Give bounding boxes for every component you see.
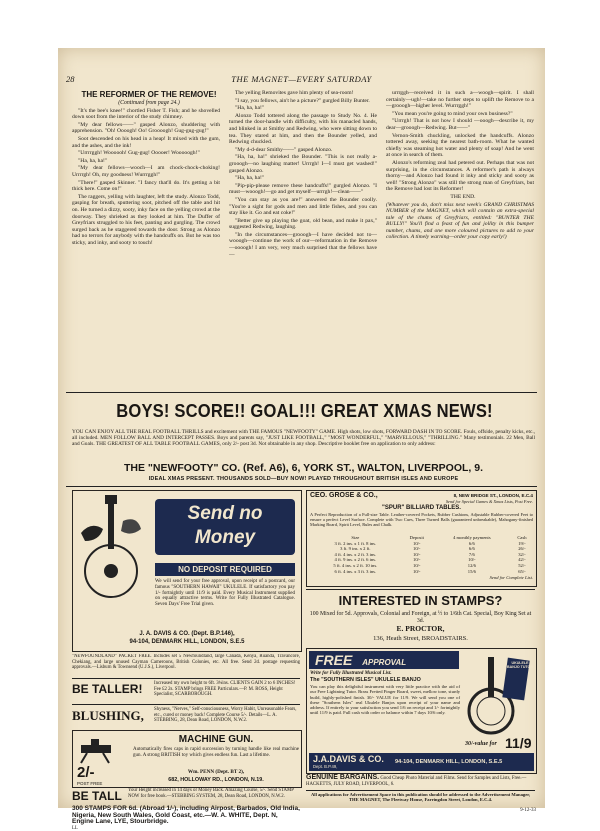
genuine-body: Good Cheap Photo Material and Films. Send for Samples and Lists, Free.—HACKETTS, JULY ROAD, LIVERPOOL, 6. [306,776,526,787]
story-paragraph: urrrggh—received it in such a—woogh—spirit. I shall certainly—ugh!—take no further steps to uplift the Remove to a—grooogh—higher level. Wurrrggh!" [386,90,534,110]
story-heading: THE REFORMER OF THE REMOVE! [72,90,220,99]
story-paragraph: Soot descended on his head in a heap! It mixed with the gum, and the ashes, and the ink! [72,136,220,149]
davis-company: J. A. DAVIS & CO. (Dept. B.P.146), [77,631,297,638]
machine-gun-body: Automatically fires caps in rapid succession by turning handle like real machine gun. A strong BRITISH toy which gives endless fun. Last a lifetime. [133,747,299,759]
story-paragraph: Vernon-Smith chuckling, unlocked the handcuffs. Alonzo tottered away, seeking the nearest bath-room. What he wanted chiefly was steaming hot water and plenty of soap! And he went at once in search of them. [386,133,534,159]
genuine-bargains-ad [306,775,535,787]
stamps-300-text: 300 STAMPS FOR 6d. (Abroad 1/-), including Airpost, Barbados, Old India, Nigeria, New South Wales, Gold Coast, etc.—W. A. WHITE, Dept. N, Engine Lane, LYE, Stourbridge. [72,805,300,825]
table-header: Cash [511,535,533,541]
davis-company-2: J.A.DAVIS & CO. [313,754,384,764]
story-column-1 [72,90,220,385]
story-column-2 [229,90,377,385]
running-header [66,74,537,86]
story-paragraph: "You mean you're going to mind your own business?" [386,111,534,118]
tutor-label: UKULELE BANJO TUTOR [505,661,535,670]
story-paragraph: "My dear fellows—wooch—I am chock-chock-choking! Urrrrgh! Oh, my goodness! Wurrrggh!" [72,165,220,178]
proctor-address: 136, Heath Street, BROADSTAIRS. [306,636,535,643]
issue-date: 9-12-33 [498,808,536,815]
free-approval-banner [309,651,459,669]
billiards-complete-list: Send for Complete List. [310,575,533,582]
machine-gun-maker: Wm. PENN (Dept. BT 2), [133,769,299,776]
footer-code: LL [72,826,300,831]
davis-footer-bar [309,753,534,771]
story-paragraph: The raggers, yelling with laughter, left the study. Alonzo Todd, gasping for breath, sputtering soot, pitched off the table and hit on. He turned a dizzy, sooty, inky face on the yelling crowd at the doorway. They shrieked as they looked at him. The Duffer of Greyfriars struggled to his feet, panting and gurgling. The crowd surged back as he staggered towards the door. Strong as Alonzo had no terrors for anybody with the handcuffs on. But he was too sticky, and inky, and sooty to touch! [72,194,220,247]
story-columns [72,90,534,385]
table-row: 4 ft. 4 ins. x 2 ft. 3 ins. 10/- 7/6 32/- [310,552,533,558]
table-row: 6 ft. 4 ins. x 3 ft. 3 ins. 10/- 15/6 65/- [310,569,533,575]
value-label: 30/-value for [465,741,505,748]
machine-gun-price: 2/- [77,765,95,781]
xmas-news-banner: BOYS! SCORE!! GOAL!!! GREAT XMAS NEWS! [91,396,519,426]
billiards-body: A Perfect Reproduction of a Full-size Table. Leather-covered Pockets, Rubber Cushions, Adjustable Rubber-covered Feet to ensure a perfect Level Surface. Complete with Two Cues, Three Turned Balls (guaranteed unbreakable), Mahogany-finished Marking Board, Spirit Level, Rules and Chalk. [310,512,533,528]
be-tall-body: Your Height increased in 14 days or Money Back. Amazing Course, 5/-. Send STAMP NOW for free book.—STEBBING SYSTEM, 28, Dean Road, LONDON, N.W.2. [128,788,300,799]
be-tall-ad [72,788,300,806]
story-paragraph: "Pip-pip-please remove these handcuffs!" gurgled Alonzo. "I must—wooogh!—go and get myself—urrrgh!—clean——" [229,183,377,196]
divider [66,486,537,487]
story-paragraph: "Ha, ha, ha!" [229,105,377,112]
divider [66,392,537,393]
newfoundland-packet-ad: "NEWFOUNDLAND" PACKET FREE. Includes set 5 Newfoundland, large Canada, Kenya, Ruanda, Travancore, Chekiang, and large unused Cayman Cameroons, British Colonies, etc. All free. Send 2d. postage requesting approvals.—Lisburn & Townsend (U.J.S.), Liverpool. [72,654,300,676]
blushing-body: Shyness, "Nerves," Self-consciousness, Worry Habit, Unreasonable Fears, etc., cured or money back! Complete Course 5/-. Details—L. A. STEBBING, 28, Dean Road, LONDON, N.W.2. [154,707,300,724]
machine-gun-ad [72,730,302,788]
story-paragraph: "Urrrgh! That is not how I should —ooogh—describe it, my dear—grooogh—Redwing. But——" [386,118,534,131]
stamps-headline: INTERESTED IN STAMPS? [306,593,535,608]
magazine-title: THE MAGNET—EVERY SATURDAY [66,74,537,84]
divider [306,790,535,791]
story-paragraph: "You can stay as you are!" answered the Bounder coolly. "You're a sight for gods and men and little fishes, and you can stay like it. Go and eat coke!" [229,197,377,217]
story-paragraph: "Better give up playing the goat, old bean, and make it pax," suggested Redwing, laughing. [229,218,377,231]
approval-label: APPROVAL [362,658,406,667]
banjo-title: The "SOUTHERN ISLES" UKULELE BANJO [310,677,460,684]
no-deposit-label: NO DEPOSIT REQUIRED [155,563,295,576]
newfooty-address: THE "NEWFOOTY" CO. (Ref. A6), 6, YORK ST., WALTON, LIVERPOOL, 9. [72,462,535,474]
story-paragraph: "Ha, ha, ha!" [229,175,377,182]
billiards-title: "SPUR" BILLIARD TABLES. [310,505,533,512]
page-number: 28 [66,74,75,84]
table-header: Deposit [401,535,433,541]
grose-address: 8, NEW BRIDGE ST., LONDON, E.C.4 [407,493,533,500]
banjo-body: You can play this delightful instrument with very little practice with the aid of our Free Lightning Tutor. Brass Fretted Finger Board, sweet, mellow tone, sturdy build, highly-polished finish. 30/- VALUE for 11/9. We will send you one of these "Southern Isles" real Ukulele Banjos upon receipt of your name and address. If entirely to your satisfaction you send 1/6 on receipt and 1/- fortnightly until 11/9 is paid. Full cash with order or balance within 7 days 10/6 only. [310,684,460,716]
post-free-label: POST FREE [77,781,102,788]
headline-line-1: Send no [155,502,295,526]
table-header: Size [310,535,401,541]
story-paragraph: "Ha, ha, ha!" shrieked the Bounder. "This is not really a-grooogh—no laughing matter! Urrrgh! I—I must get washed!" gasped Alonzo. [229,154,377,174]
banjo-price: 11/9 [505,735,535,751]
blushing-ad [72,704,300,729]
free-approval-ad [306,648,537,774]
story-paragraph: "Ha, ha, ha!" [72,158,220,165]
story-paragraph: Alonzo Todd tottered along the passage to Study No. 4. He turned the door-handle with difficulty, with his manacled hands, and blinked in at Smithy and Redwing, who were sitting down to tea. They stared at him, and then the Bounder yelled, and Redwing chuckled. [229,113,377,146]
newfooty-body: YOU CAN ENJOY ALL THE REAL FOOTBALL THRILLS and excitement with THE FAMOUS "NEWFOOTY" GAME. High shots, low shots, FORWARD DASH IN TO SCORE. Fouls, offside, penalty kicks, etc., all included. MEN FOLLOW BALL AND INTERCEPT PASSES. Boys and parents say, "JUST LIKE FOOTBALL," "MOST WONDERFUL," "MARVELLOUS," "THRILLING." Many testimonials. 22 Men, Ball and Goals. THE GREATEST OF ALL TABLE FOOTBALL GAMES, only 2/- post 3d. Not obtainable in any shop. Descriptive booklet free on application to only address: [72,429,535,461]
table-row: 5 ft. 4 ins. x 2 ft. 10 ins. 10/- 12/6 52/- [310,563,533,569]
stamps-ad [306,589,535,645]
proctor-name: E. PROCTOR, [306,626,535,633]
billiards-ad [306,490,537,587]
story-column-3 [386,90,534,385]
davis-dept: Dept. B.P.49, [313,764,337,771]
table-row: 3 ft. 9 ins. x 2 ft. 10/- 6/6 26/- [310,546,533,552]
table-row: 3 ft. 2 ins. x 1 ft. 8 ins. 10/- 6/6 19/- [310,541,533,547]
newfooty-tagline: IDEAL XMAS PRESENT. THOUSANDS SOLD—BUY NOW! PLAYED THROUGHOUT BRITISH ISLES AND EUROPE [72,476,535,482]
grose-sub: Send for Special Games & Xmas Lists, Post Free. [407,499,533,506]
genuine-heading: GENUINE BARGAINS. [306,774,379,781]
send-no-money-headline [155,499,295,555]
headline-line-2: Money [155,526,295,550]
billiards-price-table [310,535,533,574]
story-paragraph: "There!" gasped Skinner. "I fancy that'll do. It's getting a bit thick here. Come on!" [72,180,220,193]
magazine-page [58,48,545,808]
next-week-notice: (Whatever you do, don't miss next week's GRAND CHRISTMAS NUMBER of the MAGNET, which will contain an extra-special tale of the chums of Greyfriars, entitled: "BUNTER THE BULLY!" You'll find a feast of fun and jollity in this bumper number, chums, and one more coloured pictures to add to your collection. A timely warning—order your copy early!) [386,202,534,242]
machine-gun-icon [77,735,117,765]
banjo-list-line: Write for Fully Illustrated Musical List. [310,671,460,678]
send-no-money-ad [72,490,302,652]
story-paragraph: "I say, you fellows, ain't he a picture?" gurgled Billy Bunter. [229,98,377,105]
story-paragraph: "Urrrrggh! Woooooh! Gug-gug! Ooooer! Wooooogh!" [72,150,220,157]
be-tall-heading: BE TALL [72,789,122,803]
the-end: THE END. [386,194,534,201]
advert-applications-notice: All applications for Advertisement Space in this publication should be addressed to the Advertisement Manager, THE MAGNET, The Fleetway House, Farringdon Street, London, E.C.4. [306,792,535,803]
grose-company: CEO. GROSE & CO., [310,493,378,500]
story-paragraph: "My d-d-dear Smithy——" gasped Alonzo. [229,147,377,154]
be-taller-body: Increased my own height to 6ft. 3¾ins. CLIENTS GAIN 2 to 6 INCHES! Fee £2 2s. STAMP brings FREE Particulars.—P. M. ROSS, Height Specialist, SCARBOROUGH. [154,681,300,698]
story-paragraph: Alonzo's reforming zeal had petered out. Perhaps that was not surprising, in the circumstances. A reformer's path is always thorny—and Alonzo had found it inky and sticky and sooty as well! "Strong Alonzo" was still the strong man of Greyfriars, but the Remove had lost its Reformer! [386,160,534,193]
free-label: FREE [315,652,352,668]
table-header: 4 monthly payments [433,535,511,541]
table-row: 4 ft. 9 ins. x 2 ft. 6 ins. 10/- 10/- 42/- [310,557,533,563]
story-paragraph: "My dear fellows——" gasped Alonzo, shuddering with apprehension. "Oh! Oooogh! Oo! Groooogh! Gug-gug-gug!" [72,122,220,135]
stamps-body: 100 Mixed for 5d. Approvals, Colonial and Foreign, at ½ to 1/6th Cat. Special, Boy King Set at 3d. [308,611,533,625]
be-taller-ad [72,678,300,703]
instruments-illustration [75,493,147,601]
story-paragraph: "It's the bee's knee!" chortled Fisher T. Fish; and he shovelled down soot from the interior of the study chimney. [72,108,220,121]
be-taller-heading: BE TALLER! [72,682,142,696]
machine-gun-heading: MACHINE GUN. [133,734,299,745]
send-money-body: We will send for your free approval, upon receipt of a postcard, our famous "SOUTHERN HAWAII" UKULELE. If satisfactory you pay 1/- fortnightly until 11/9 is paid. Every Musical Instrument supplied on equally attractive terms. Write for Fully Illustrated Catalogue. Seven Days' Free Trial given. [155,579,295,608]
davis-address-2: 94-104, DENMARK HILL, LONDON, S.E.5 [395,759,502,766]
story-continued: (Continued from page 24.) [72,100,220,107]
story-paragraph: The yelling Removites gave him plenty of sea-room! [229,90,377,97]
blushing-heading: BLUSHING, [72,708,144,723]
story-paragraph: "In the circumstances—grooogh—I have decided not to—wooogh—continue the work of our—reformation in the Remove—oooogh! I am very, very much surprised that the fellows have— [229,232,377,258]
davis-address: 94-104, DENMARK HILL, LONDON, S.E.5 [77,639,297,646]
machine-gun-address: 682, HOLLOWAY RD., LONDON, N.19. [133,777,299,784]
